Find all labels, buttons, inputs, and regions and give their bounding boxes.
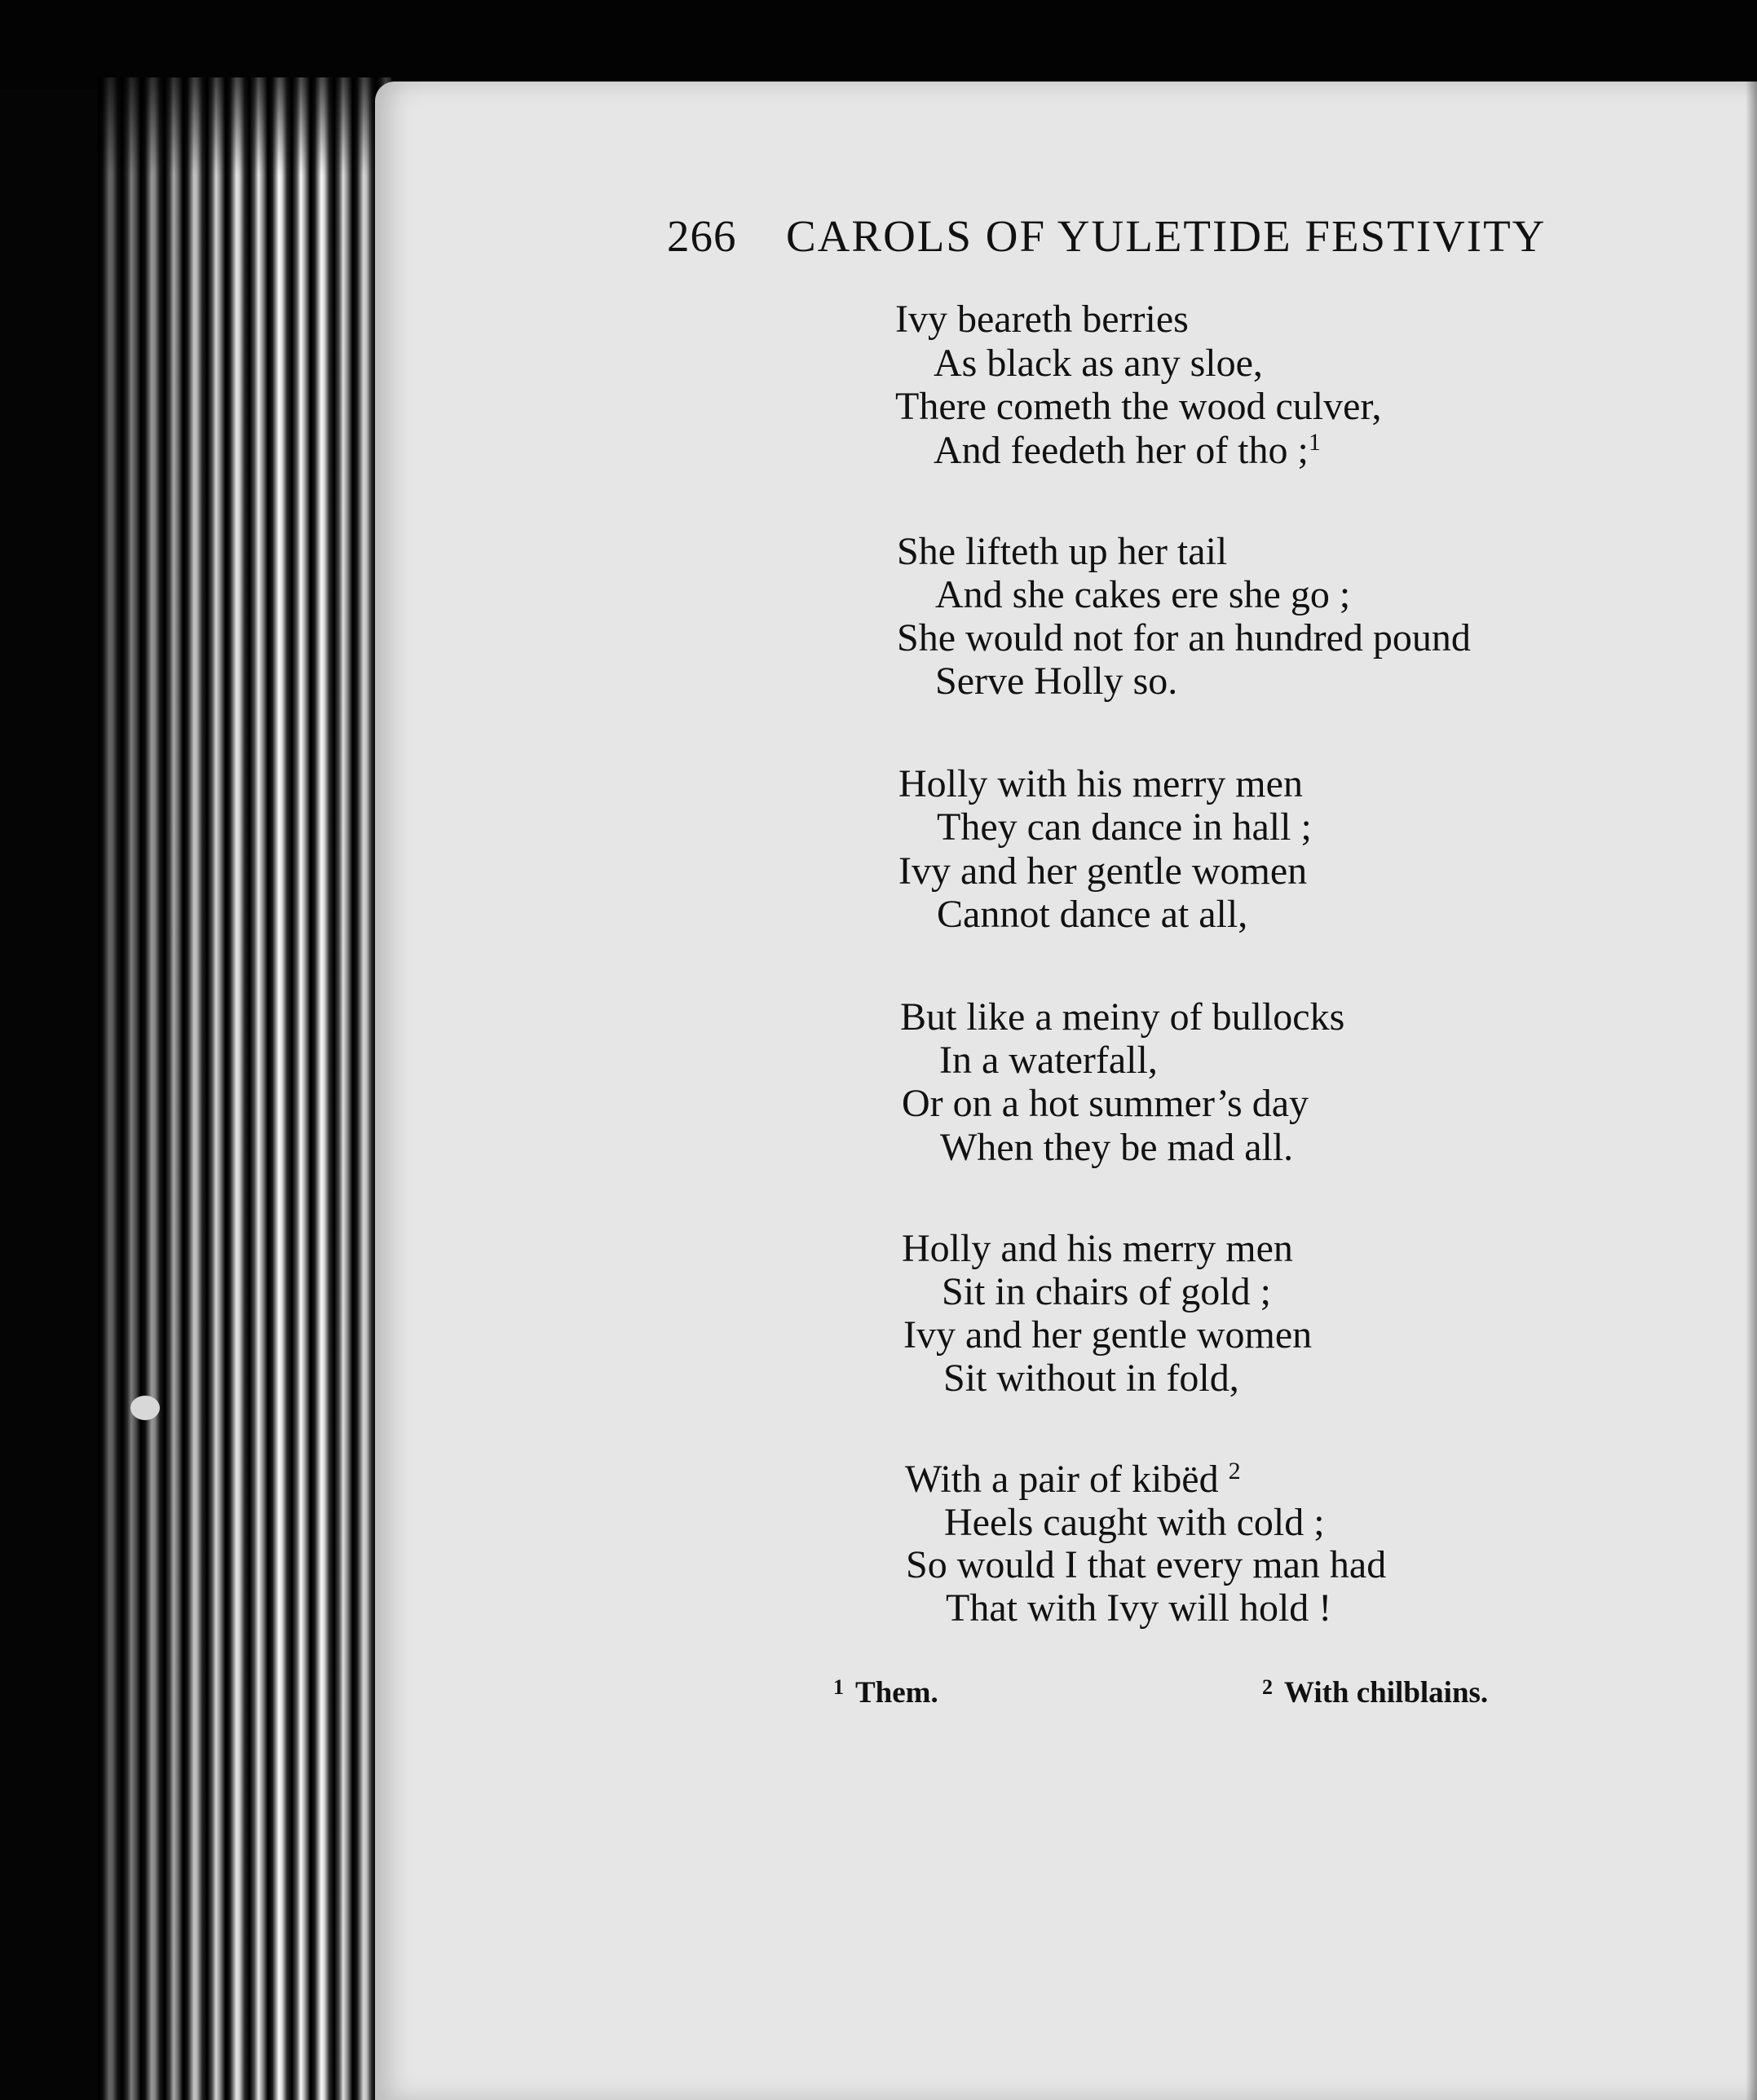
verse-line: Holly and his merry men [902,1227,1293,1270]
verse-line: Ivy beareth berries [895,298,1189,341]
footnote-1 [833,1675,938,1710]
verse-line: Heels caught with cold ; [944,1501,1325,1544]
footnote-text: With chilblains. [1284,1676,1489,1710]
footnote-mark: 1 [833,1675,844,1699]
verse-line-text: With a pair of kibëd [905,1458,1219,1501]
running-title: CAROLS OF YULETIDE FESTIVITY [786,211,1547,261]
paper-spot [130,1396,160,1420]
verse-line: There cometh the wood culver, [895,385,1382,428]
page-edge-shadow [1746,82,1757,2100]
footnote-reference: 1 [1308,429,1321,456]
verse-line: So would I that every man had [906,1543,1387,1586]
verse-line [934,430,1321,470]
verse-line: Holly with his merry men [898,762,1303,805]
verse-line: Sit without in fold, [943,1357,1239,1400]
footnote-2 [1262,1675,1488,1710]
verse-line: But like a meiny of bullocks [900,995,1345,1039]
verse-line: Ivy and her gentle women [903,1313,1313,1357]
verse-line: Cannot dance at all, [937,893,1248,936]
footnote-text: Them. [855,1676,938,1710]
footnote-reference: 2 [1228,1458,1241,1485]
page-edges-top-shadow [98,77,391,175]
footnote-mark: 2 [1262,1675,1273,1699]
verse-line: When they be mad all. [940,1126,1294,1169]
verse-line: They can dance in hall ; [937,805,1312,849]
verse-line-text: And feedeth her of tho ; [934,429,1309,472]
verse-line: Ivy and her gentle women [898,849,1308,893]
verse-line: Serve Holly so. [935,660,1178,703]
verse-line: Sit in chairs of gold ; [942,1270,1271,1313]
verse-line: And she cakes ere she go ; [935,573,1351,616]
verse-line: As black as any sloe, [934,342,1263,385]
verse-line: That with Ivy will hold ! [946,1586,1332,1630]
verse-line: In a waterfall, [939,1039,1158,1082]
scan-background [0,0,1757,90]
page-number: 266 [667,211,737,261]
verse-line: She would not for an hundred pound [897,616,1471,660]
verse-line [905,1459,1241,1499]
verse-line: She lifteth up her tail [897,530,1228,573]
verse-line: Or on a hot summer’s day [902,1082,1309,1125]
page-edges-shadow [98,77,391,2100]
